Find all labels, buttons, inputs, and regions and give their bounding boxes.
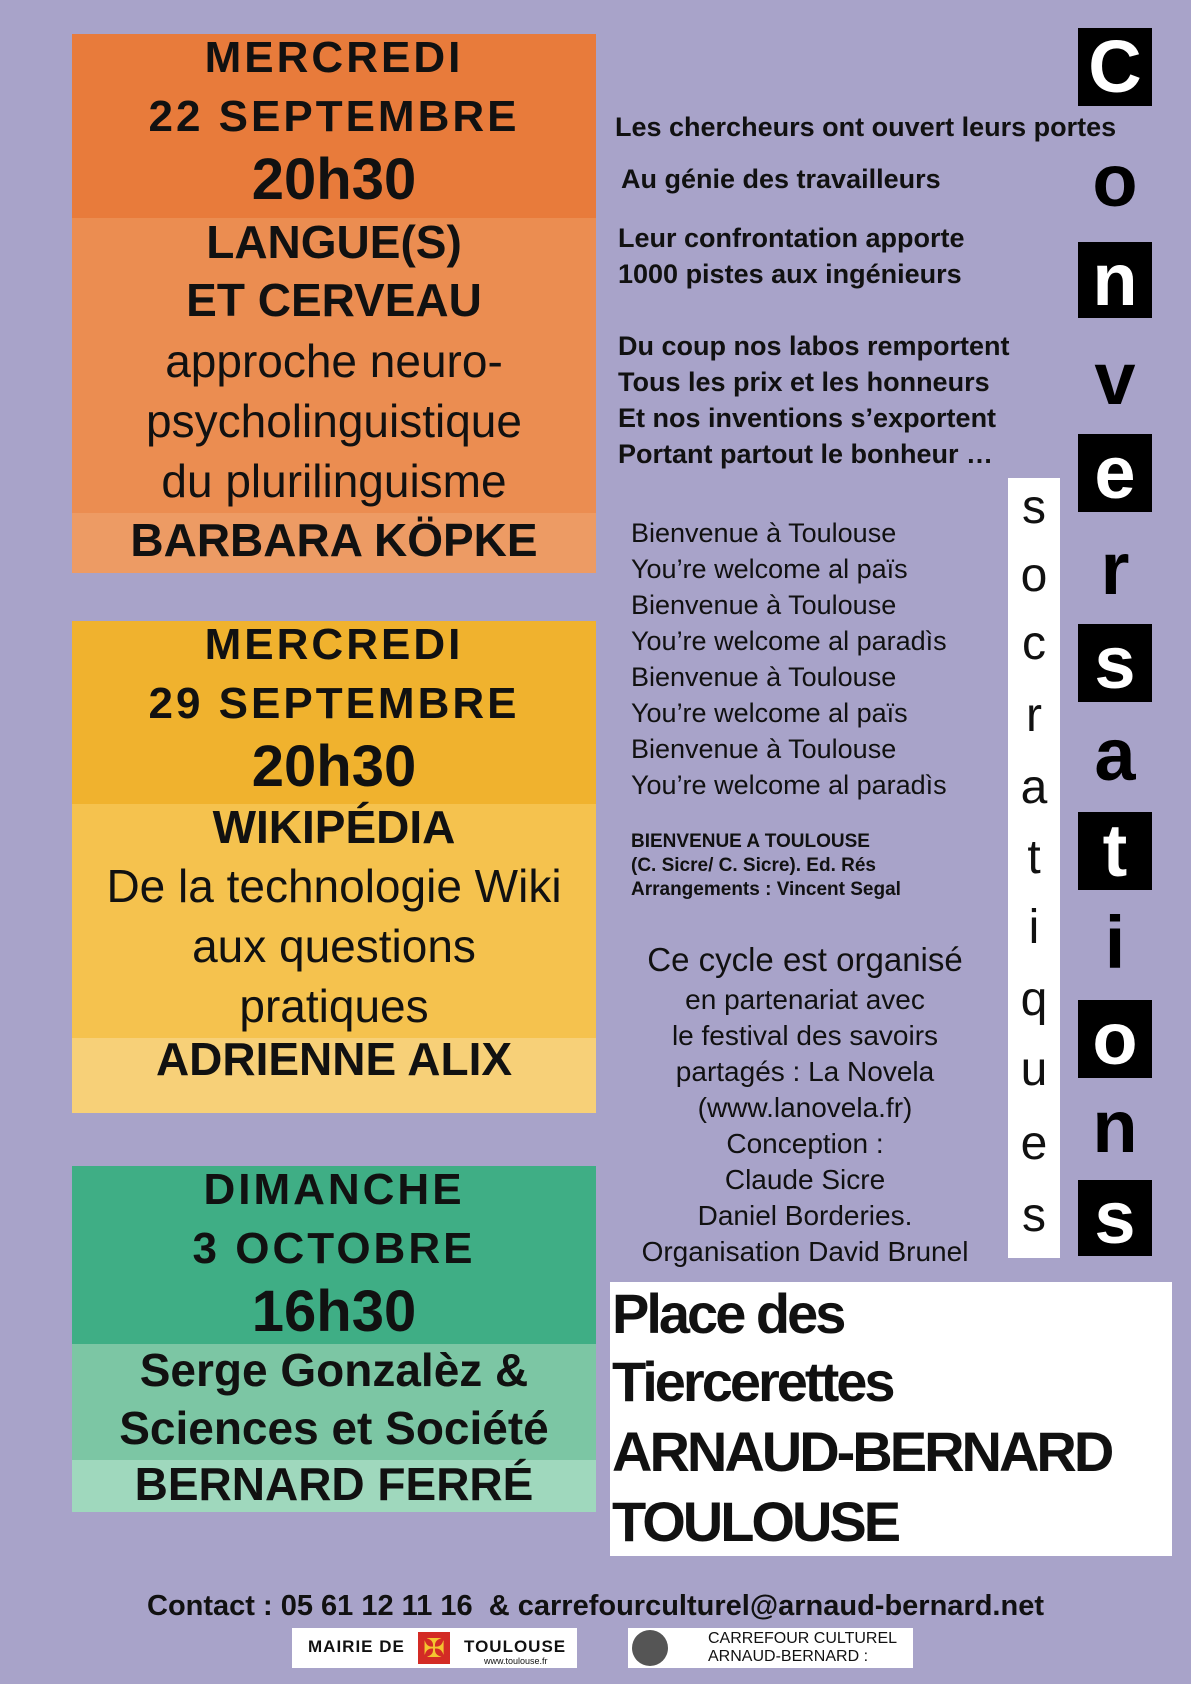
conversations-letter: n xyxy=(1092,1085,1138,1168)
welcome-line-1: Bienvenue à Toulouse xyxy=(631,518,897,548)
socratiques-letter: u xyxy=(1020,1043,1048,1096)
conversations-letter: a xyxy=(1094,713,1136,796)
event-3-speaker: BERNARD FERRÉ xyxy=(134,1458,534,1510)
conversations-letter: C xyxy=(1078,28,1152,106)
cycle-line-2: en partenariat avec xyxy=(685,984,925,1015)
event-1-day: MERCREDI xyxy=(204,33,464,82)
carrefour-culturel-logo xyxy=(628,1628,913,1668)
conversations-letter: o xyxy=(1092,139,1138,222)
socratiques-letter: t xyxy=(1027,831,1041,884)
event-2-subtitle-3: pratiques xyxy=(239,980,429,1032)
credit-line-3: Arrangements : Vincent Segal xyxy=(631,879,901,900)
event-1-subtitle-3: du plurilinguisme xyxy=(161,455,507,507)
socratiques-letter: s xyxy=(1022,1189,1046,1242)
event-2-time: 20h30 xyxy=(251,734,417,799)
event-1-date: 22 SEPTEMBRE xyxy=(148,92,520,141)
toulouse-label: TOULOUSE xyxy=(464,1637,567,1656)
event-1-subtitle-1: approche neuro- xyxy=(165,335,503,387)
cycle-line-5: (www.lanovela.fr) xyxy=(697,1092,913,1123)
mairie-label: MAIRIE DE xyxy=(308,1637,405,1656)
socratiques-letter: i xyxy=(1028,901,1040,954)
socratiques-letter: q xyxy=(1020,973,1048,1026)
carrefour-line-2: ARNAUD-BERNARD : xyxy=(708,1648,869,1665)
venue-line-3: ARNAUD-BERNARD xyxy=(612,1420,1112,1483)
welcome-line-8: You’re welcome al paradìs xyxy=(631,770,947,800)
credit-line-2: (C. Sicre/ C. Sicre). Ed. Rés xyxy=(631,855,876,876)
poem-line-6: Tous les prix et les honneurs xyxy=(618,367,990,397)
conversations-vertical xyxy=(1078,24,1154,1260)
cycle-line-8: Daniel Borderies. xyxy=(697,1200,913,1231)
mairie-url: www.toulouse.fr xyxy=(484,1656,548,1666)
socratiques-letter: o xyxy=(1020,549,1048,602)
conversations-letter: s xyxy=(1078,624,1152,702)
poem-line-5: Du coup nos labos remportent xyxy=(618,331,1010,361)
socratiques-letter: a xyxy=(1020,761,1048,814)
event-1 xyxy=(72,34,596,573)
conversations-letter: i xyxy=(1104,901,1126,984)
cycle-line-9: Organisation David Brunel xyxy=(641,1236,969,1267)
conversations-letter: n xyxy=(1078,242,1152,318)
poem-line-7: Et nos inventions s’exportent xyxy=(618,403,997,433)
socratiques-letter: e xyxy=(1020,1117,1048,1170)
welcome-line-5: Bienvenue à Toulouse xyxy=(631,662,897,692)
occitan-cross-icon: ✠ xyxy=(418,1632,450,1664)
welcome-line-7: Bienvenue à Toulouse xyxy=(631,734,897,764)
venue-line-4: TOULOUSE xyxy=(612,1490,899,1553)
cycle-line-1: Ce cycle est organisé xyxy=(647,941,963,978)
poem-line-3: Leur confrontation apporte xyxy=(618,223,965,253)
event-1-speaker: BARBARA KÖPKE xyxy=(130,514,538,566)
socratiques-letter: c xyxy=(1022,617,1046,670)
mairie-toulouse-logo xyxy=(292,1628,577,1668)
event-3-day: DIMANCHE xyxy=(203,1165,465,1214)
socratiques-letter: s xyxy=(1022,481,1046,534)
event-1-title-2: ET CERVEAU xyxy=(186,274,482,326)
venue-line-2: Tiercerettes xyxy=(612,1350,893,1413)
cycle-line-7: Claude Sicre xyxy=(724,1164,886,1195)
poem-line-4: 1000 pistes aux ingénieurs xyxy=(618,259,962,289)
conversations-letter: r xyxy=(1100,527,1130,610)
welcome-line-6: You’re welcome al païs xyxy=(631,698,908,728)
carrefour-line-1: CARREFOUR CULTUREL xyxy=(708,1630,898,1647)
credit-line-1: BIENVENUE A TOULOUSE xyxy=(631,831,870,852)
event-2-speaker: ADRIENNE ALIX xyxy=(155,1033,513,1085)
welcome-line-3: Bienvenue à Toulouse xyxy=(631,590,897,620)
poem-line-8: Portant partout le bonheur … xyxy=(618,439,993,469)
conversations-letter: o xyxy=(1078,1000,1152,1078)
poem-line-1: Les chercheurs ont ouvert leurs portes xyxy=(615,112,1117,142)
venue-line-1: Place des xyxy=(612,1282,844,1345)
event-2-subtitle-1: De la technologie Wiki xyxy=(106,860,562,912)
welcome-line-2: You’re welcome al païs xyxy=(631,554,908,584)
event-1-title-1: LANGUE(S) xyxy=(206,216,462,268)
cycle-line-3: le festival des savoirs xyxy=(671,1020,939,1051)
event-2-day: MERCREDI xyxy=(204,620,464,669)
event-1-subtitle-2: psycholinguistique xyxy=(146,395,522,447)
event-3-title-2: Sciences et Société xyxy=(119,1402,549,1454)
welcome-line-4: You’re welcome al paradìs xyxy=(631,626,947,656)
contact-line: Contact : 05 61 12 11 16 & carrefourculturel@arnaud-bernard.net xyxy=(147,1590,1044,1622)
event-3-time: 16h30 xyxy=(251,1279,417,1344)
socratiques-letter: r xyxy=(1026,689,1042,742)
event-3 xyxy=(72,1166,596,1512)
carrefour-emblem-icon xyxy=(632,1630,668,1666)
event-3-title-1: Serge Gonzalèz & xyxy=(139,1344,529,1396)
venue-box xyxy=(610,1282,1172,1556)
event-2 xyxy=(72,621,596,1113)
event-2-title-1: WIKIPÉDIA xyxy=(212,801,456,853)
conversations-letter: e xyxy=(1078,434,1152,512)
event-2-date: 29 SEPTEMBRE xyxy=(148,679,520,728)
poem-line-2: Au génie des travailleurs xyxy=(621,164,941,194)
event-3-date: 3 OCTOBRE xyxy=(192,1224,476,1273)
event-1-time: 20h30 xyxy=(251,147,417,212)
event-2-subtitle-2: aux questions xyxy=(192,920,476,972)
conversations-letter: v xyxy=(1094,337,1136,420)
conversations-letter: t xyxy=(1078,812,1152,890)
conversations-letter: s xyxy=(1078,1180,1152,1256)
cycle-line-4: partagés : La Novela xyxy=(675,1056,935,1087)
cycle-line-6: Conception : xyxy=(726,1128,884,1159)
socratiques-vertical xyxy=(1008,478,1060,1258)
